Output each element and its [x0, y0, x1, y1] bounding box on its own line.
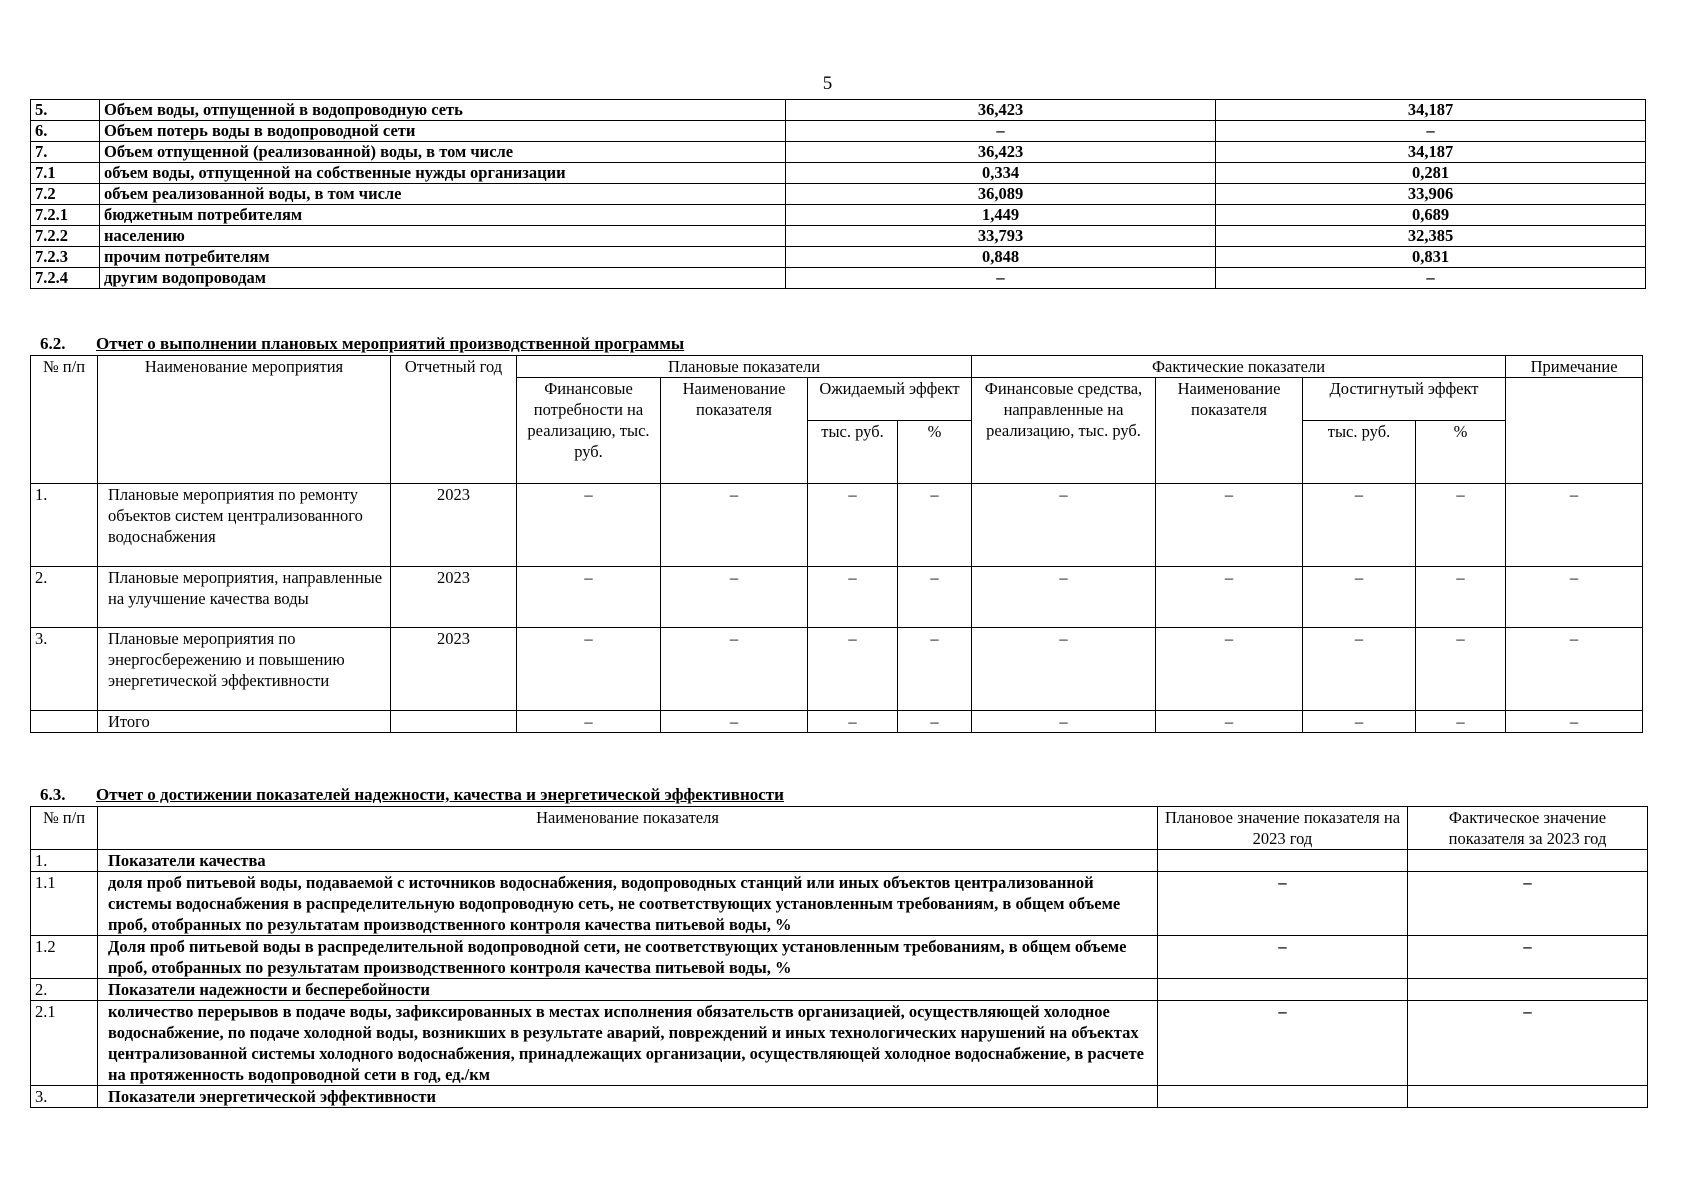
activity-name: Плановые мероприятия по ремонту объектов систем централизованного водоснабжения [98, 484, 391, 567]
activity-year: 2023 [391, 484, 517, 567]
header-fact-indicator: Наименование показателя [1156, 378, 1303, 484]
indicator-name: Показатели надежности и бесперебойности [98, 979, 1158, 1001]
row-name: объем воды, отпущенной на собственные нужды организации [100, 163, 786, 184]
row-value-2: – [1216, 121, 1646, 142]
row-value-1: 1,449 [786, 205, 1216, 226]
dash-cell: – [808, 484, 898, 567]
dash-cell: – [517, 484, 661, 567]
table-row [31, 142, 1646, 163]
row-num: 7.2 [31, 184, 100, 205]
indicator-plan: – [1158, 872, 1408, 936]
dash-cell: – [1416, 484, 1506, 567]
indicator-fact: – [1408, 872, 1648, 936]
row-name: другим водопроводам [100, 268, 786, 289]
row-value-1: 33,793 [786, 226, 1216, 247]
row-num: 7.2.3 [31, 247, 100, 268]
dash-cell: – [898, 567, 972, 628]
table-row [31, 979, 1648, 1001]
table-row [31, 121, 1646, 142]
dash-cell: – [808, 628, 898, 711]
dash-cell: – [1303, 628, 1416, 711]
dash-cell: – [1416, 711, 1506, 733]
indicator-num: 3. [31, 1086, 98, 1108]
indicator-name: количество перерывов в подаче воды, зафиксированных в местах исполнения обязательств организацией, осуществляющей холодное водоснабжение, по подаче холодной воды, возникших в результате аварий, повреждений и иных технологических нарушений на объектах централизованной системы холодного водоснабжения, принадлежащих организации, осуществляющей холодное водоснабжение, в расчете на протяженность водопроводной сети в год, ед./км [98, 1001, 1158, 1086]
row-name: Объем отпущенной (реализованной) воды, в том числе [100, 142, 786, 163]
indicator-plan [1158, 850, 1408, 872]
page-number: 5 [822, 73, 833, 94]
row-num: 5. [31, 100, 100, 121]
header-fact-rub: тыс. руб. [1303, 421, 1416, 484]
row-name: Объем воды, отпущенной в водопроводную сеть [100, 100, 786, 121]
row-num: 7.2.4 [31, 268, 100, 289]
table-row [31, 936, 1648, 979]
header-plan-pct: % [898, 421, 972, 484]
indicator-num: 1.2 [31, 936, 98, 979]
indicators-table [30, 806, 1648, 1108]
dash-cell: – [1506, 711, 1643, 733]
total-year [391, 711, 517, 733]
row-name: прочим потребителям [100, 247, 786, 268]
row-value-2: 34,187 [1216, 142, 1646, 163]
dash-cell: – [1156, 484, 1303, 567]
section-6-3-title: 6.3. Отчет о достижении показателей надежности, качества и энергетической эффективности [40, 785, 784, 804]
dash-cell: – [661, 711, 808, 733]
table-row [31, 226, 1646, 247]
row-value-2: 34,187 [1216, 100, 1646, 121]
total-row [31, 711, 1643, 733]
header-achieved-effect: Достигнутый эффект [1303, 378, 1506, 421]
header-note: Примечание [1506, 356, 1643, 378]
table-row [31, 205, 1646, 226]
row-num: 7.2.1 [31, 205, 100, 226]
row-value-2: – [1216, 268, 1646, 289]
row-value-1: 0,334 [786, 163, 1216, 184]
dash-cell: – [661, 628, 808, 711]
section-6-2-title: 6.2. Отчет о выполнении плановых мероприятий производственной программы [40, 334, 685, 353]
table-row [31, 247, 1646, 268]
dash-cell: – [1506, 567, 1643, 628]
header-plan-rub: тыс. руб. [808, 421, 898, 484]
dash-cell: – [1506, 484, 1643, 567]
water-volume-table [30, 99, 1646, 289]
row-name: бюджетным потребителям [100, 205, 786, 226]
indicator-plan [1158, 1086, 1408, 1108]
dash-cell: – [898, 711, 972, 733]
activity-num: 1. [31, 484, 98, 567]
dash-cell: – [898, 484, 972, 567]
dash-cell: – [1303, 567, 1416, 628]
indicator-name: Показатели энергетической эффективности [98, 1086, 1158, 1108]
table-row [31, 1086, 1648, 1108]
indicator-fact [1408, 979, 1648, 1001]
indicator-name: доля проб питьевой воды, подаваемой с источников водоснабжения, водопроводных станций или иных объектов централизованной системы водоснабжения в распределительную водопроводную сеть, не соответствующих установленным требованиям, в общем объеме проб, отобранных по результатам производственного контроля качества питьевой воды, % [98, 872, 1158, 936]
header-indicator-name: Наименование показателя [98, 807, 1158, 850]
dash-cell: – [1303, 484, 1416, 567]
header-actual: Фактические показатели [972, 356, 1506, 378]
header-plan-fin: Финансовые потребности на реализацию, тыс. руб. [517, 378, 661, 484]
row-name: объем реализованной воды, в том числе [100, 184, 786, 205]
indicator-name: Доля проб питьевой воды в распределительной водопроводной сети, не соответствующих установленным требованиям, в общем объеме проб, отобранных по результатам производственного контроля качества питьевой воды, % [98, 936, 1158, 979]
dash-cell: – [972, 484, 1156, 567]
dash-cell: – [898, 628, 972, 711]
dash-cell: – [1506, 628, 1643, 711]
row-value-2: 32,385 [1216, 226, 1646, 247]
dash-cell: – [1416, 628, 1506, 711]
indicator-plan: – [1158, 1001, 1408, 1086]
row-value-1: – [786, 121, 1216, 142]
activity-name: Плановые мероприятия, направленные на улучшение качества воды [98, 567, 391, 628]
row-value-1: 0,848 [786, 247, 1216, 268]
header-fact-fin: Финансовые средства, направленные на реализацию, тыс. руб. [972, 378, 1156, 484]
dash-cell: – [517, 567, 661, 628]
indicator-num: 1.1 [31, 872, 98, 936]
table-row [31, 872, 1648, 936]
header-activity-name: Наименование мероприятия [98, 356, 391, 484]
table-row [31, 850, 1648, 872]
table-row [31, 268, 1646, 289]
row-num: 7. [31, 142, 100, 163]
dash-cell: – [1416, 567, 1506, 628]
header-fact-value: Фактическое значение показателя за 2023 год [1408, 807, 1648, 850]
indicator-name: Показатели качества [98, 850, 1158, 872]
activity-name: Плановые мероприятия по энергосбережению и повышению энергетической эффективности [98, 628, 391, 711]
row-value-2: 0,281 [1216, 163, 1646, 184]
row-value-1: – [786, 268, 1216, 289]
dash-cell: – [808, 567, 898, 628]
activity-num: 3. [31, 628, 98, 711]
row-name: населению [100, 226, 786, 247]
dash-cell: – [661, 484, 808, 567]
table-row [31, 1001, 1648, 1086]
table-row [31, 628, 1643, 711]
total-num [31, 711, 98, 733]
row-num: 7.1 [31, 163, 100, 184]
table-row [31, 484, 1643, 567]
indicator-fact [1408, 1086, 1648, 1108]
header-expected-effect: Ожидаемый эффект [808, 378, 972, 421]
dash-cell: – [1156, 567, 1303, 628]
row-value-1: 36,423 [786, 100, 1216, 121]
table-row [31, 100, 1646, 121]
indicator-plan: – [1158, 936, 1408, 979]
activity-year: 2023 [391, 567, 517, 628]
header-fact-pct: % [1416, 421, 1506, 484]
row-value-2: 0,831 [1216, 247, 1646, 268]
dash-cell: – [1303, 711, 1416, 733]
table-row [31, 184, 1646, 205]
planned-activities-table [30, 355, 1643, 733]
header-num: № п/п [31, 356, 98, 484]
header-plan-value: Плановое значение показателя на 2023 год [1158, 807, 1408, 850]
dash-cell: – [517, 628, 661, 711]
row-value-2: 33,906 [1216, 184, 1646, 205]
indicator-fact [1408, 850, 1648, 872]
row-num: 6. [31, 121, 100, 142]
header-plan-indicator: Наименование показателя [661, 378, 808, 484]
dash-cell: – [972, 628, 1156, 711]
activity-year: 2023 [391, 628, 517, 711]
row-value-1: 36,089 [786, 184, 1216, 205]
row-num: 7.2.2 [31, 226, 100, 247]
total-label: Итого [98, 711, 391, 733]
dash-cell: – [972, 567, 1156, 628]
header-num: № п/п [31, 807, 98, 850]
indicator-fact: – [1408, 1001, 1648, 1086]
indicator-num: 2.1 [31, 1001, 98, 1086]
activity-num: 2. [31, 567, 98, 628]
table-row [31, 567, 1643, 628]
row-name: Объем потерь воды в водопроводной сети [100, 121, 786, 142]
dash-cell: – [1156, 628, 1303, 711]
dash-cell: – [808, 711, 898, 733]
header-note-empty [1506, 378, 1643, 484]
indicator-fact: – [1408, 936, 1648, 979]
indicator-num: 1. [31, 850, 98, 872]
table-row [31, 163, 1646, 184]
row-value-2: 0,689 [1216, 205, 1646, 226]
indicator-plan [1158, 979, 1408, 1001]
dash-cell: – [972, 711, 1156, 733]
row-value-1: 36,423 [786, 142, 1216, 163]
indicator-num: 2. [31, 979, 98, 1001]
dash-cell: – [1156, 711, 1303, 733]
dash-cell: – [661, 567, 808, 628]
header-year: Отчетный год [391, 356, 517, 484]
dash-cell: – [517, 711, 661, 733]
header-planned: Плановые показатели [517, 356, 972, 378]
